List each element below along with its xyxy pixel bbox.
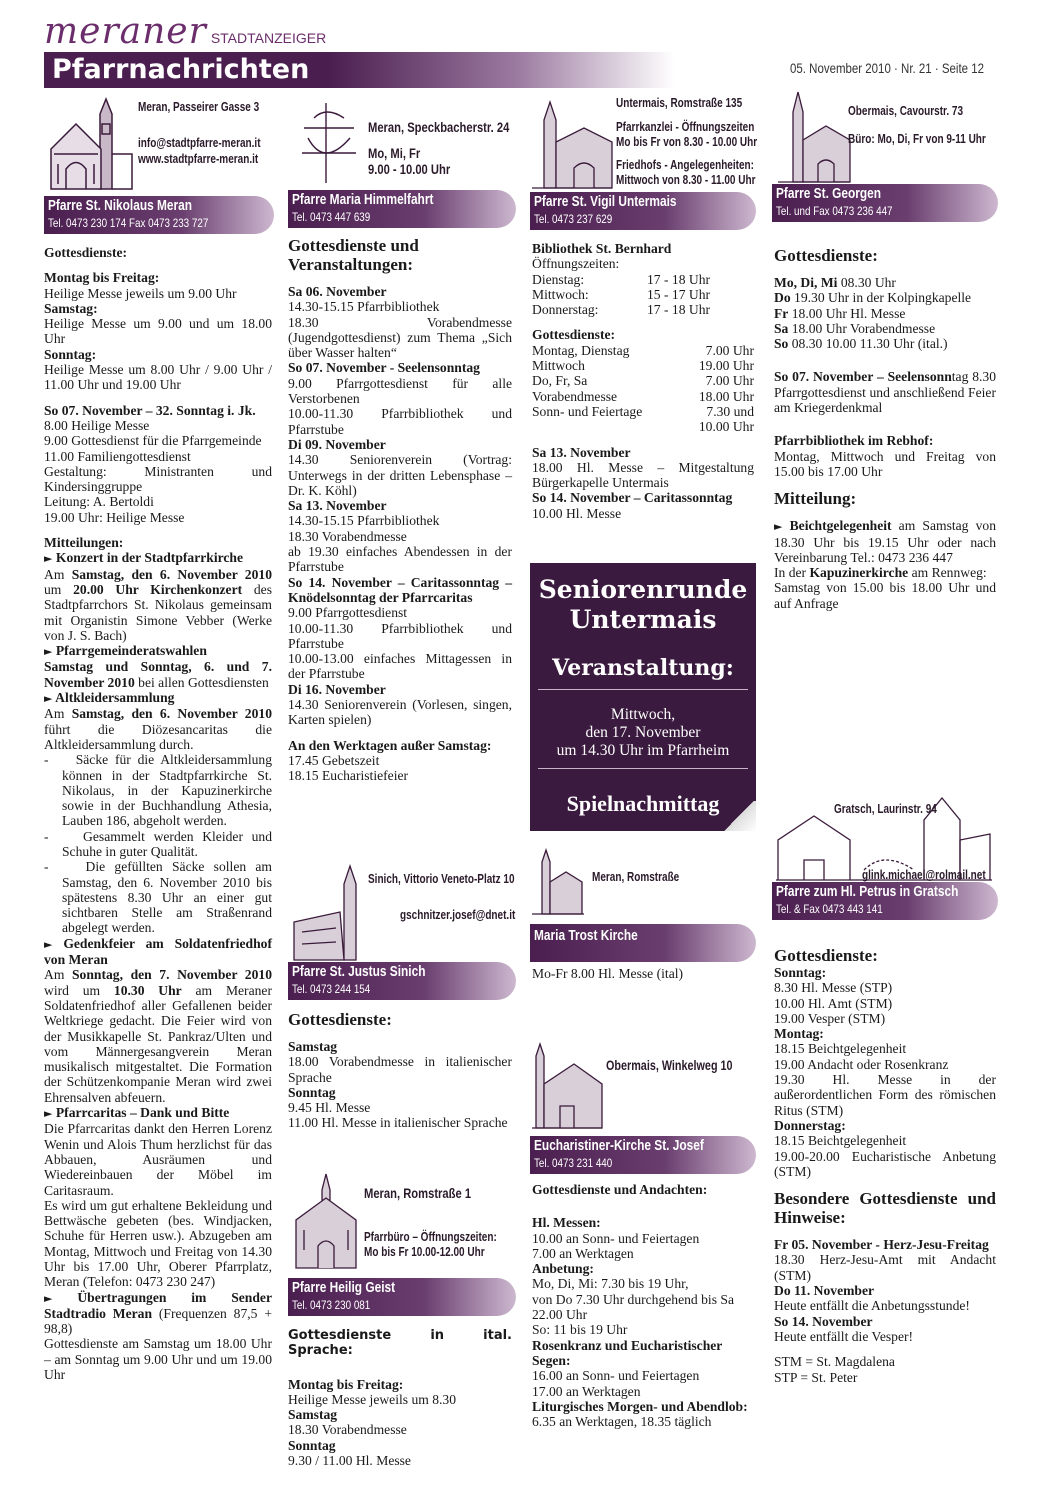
text: 19.00-20.00 Eucharistische Anbetung (STM) (774, 1148, 996, 1179)
list-item: - Die gefüllten Säcke sollen am Samstag, den 6. November 2010 bis spätestens 8.30 Uhr an einer gut sichtbaren Stelle am Straßenrand abgelegt werden. (44, 859, 273, 936)
day-heading: Sa 13. November (288, 498, 387, 514)
trost-text: Mo-Fr 8.00 Hl. Messe (ital) (532, 966, 684, 981)
table-row (532, 287, 754, 302)
text: 7.00 an Werktagen (532, 1245, 634, 1261)
ad-event: Spielnachmittag (566, 791, 720, 816)
table-row (532, 389, 754, 404)
masthead (44, 11, 327, 52)
trost-banner (530, 924, 756, 962)
text: 9.00 Gottesdienst für die Pfarrgemeinde (44, 433, 262, 449)
text: In der Kapuzinerkirche am Rennweg: (774, 565, 987, 581)
text: 18.15 Eucharistiefeier (288, 768, 409, 784)
himmelfahrt-address: Meran, Speckbacherstr. 24 (368, 119, 510, 135)
josef-address: Obermais, Winkelweg 10 (606, 1058, 733, 1073)
divider (538, 689, 748, 690)
church-georgen-icon (776, 90, 852, 184)
row-value: 17 - 18 Uhr (647, 271, 711, 287)
parish-josef (530, 1040, 756, 1175)
text: Am Samstag, den 6. November 2010 führt die Diözesancaritas die Altkleidersammlung durch. (44, 706, 272, 752)
geist-tel: Tel. 0473 230 081 (292, 1298, 371, 1312)
masthead-logo: meraner (44, 11, 207, 52)
day-heading: Liturgisches Morgen- und Abendlob: (532, 1398, 748, 1414)
himmelfahrt-days: Mo, Mi, Fr (368, 145, 421, 161)
geist-office2: Mo bis Fr 10.00-12.00 Uhr (364, 1245, 485, 1259)
church-justus-icon (290, 862, 364, 962)
geist-address: Meran, Romstraße 1 (364, 1185, 472, 1201)
heading: Gottesdienste und Veranstaltungen: (288, 236, 419, 274)
church-vigil-icon (530, 98, 614, 190)
text: 19.00 Vesper (STM) (774, 1010, 886, 1026)
row-value: 7.30 und (706, 403, 754, 419)
text: 10.00 Hl. Messe (532, 505, 622, 521)
vigil-cemetery2: Mittwoch von 8.30 - 11.00 Uhr (616, 173, 756, 187)
heading: Gottesdienste und Andachten: (532, 1182, 708, 1197)
text: 11.00 Familiengottesdienst (44, 448, 191, 464)
heading: Gottesdienste: (774, 946, 878, 965)
justus-email[interactable]: gschnitzer.josef@dnet.it (400, 908, 516, 922)
heading: Bibliothek St. Bernhard (532, 241, 672, 256)
vigil-address: Untermais, Romstraße 135 (616, 96, 743, 110)
text: Do 19.30 Uhr in der Kolpingkapelle (774, 290, 972, 306)
text: 9.00 Pfarrgottesdienst für alle Verstorbenen (288, 375, 512, 407)
text: 16.00 an Sonn- und Feiertagen (532, 1368, 700, 1384)
heading: Gottesdienste: (774, 246, 878, 265)
day-heading: Pfarrbibliothek im Rebhof: (774, 433, 934, 449)
georgen-tel: Tel. und Fax 0473 236 447 (776, 204, 893, 218)
parish-geist (288, 1170, 516, 1315)
nikolaus-email[interactable]: info@stadtpfarre-meran.it (138, 136, 261, 150)
text: 8.30 Hl. Messe (STP) (774, 980, 893, 996)
column-2 (288, 236, 512, 784)
text: 17.45 Gebetszeit (288, 752, 380, 768)
nikolaus-web[interactable]: www.stadtpfarre-meran.it (138, 152, 259, 166)
text: Leitung: A. Bertoldi (44, 494, 154, 510)
row-value: 10.00 Uhr (698, 419, 754, 435)
text: Fr 18.00 Uhr Hl. Messe (774, 305, 906, 321)
georgen-address: Obermais, Cavourstr. 73 (848, 104, 964, 118)
text: Mo, Di, Mi 08.30 Uhr (774, 275, 896, 290)
text: Montag, Mittwoch und Freitag von 15.00 bis 17.00 Uhr (774, 448, 996, 479)
text: Gestaltung: Ministranten und Kindersinggruppe (44, 463, 272, 495)
text: 9.45 Hl. Messe (288, 1100, 371, 1116)
justus-tel: Tel. 0473 244 154 (292, 982, 371, 996)
table-row (532, 272, 754, 287)
text: 6.35 an Werktagen, 18.35 täglich (532, 1414, 712, 1430)
text: 19.00 Andacht oder Rosenkranz (774, 1056, 949, 1072)
day-heading: Sonntag: (774, 965, 827, 980)
petrus-address: Gratsch, Laurinstr. 94 (834, 802, 937, 816)
library-hours-table (532, 272, 754, 318)
text: 14.30-15.15 Pfarrbibliothek (288, 299, 440, 315)
text: Samstag und Sonntag, 6. und 7. November 2010 bei allen Gottesdiensten (44, 659, 272, 690)
legend-stp: STP = St. Peter (774, 1369, 858, 1385)
row-label: Mittwoch: (532, 286, 589, 302)
text: Mo, Di, Mi: 7.30 bis 19 Uhr, (532, 1276, 689, 1292)
table-row (532, 419, 754, 434)
list-item: - Gesammelt werden Kleider und Schuhe in guter Qualität. (44, 828, 272, 859)
vigil-banner (530, 192, 756, 230)
text: 10.00 an Sonn- und Feiertagen (532, 1230, 700, 1246)
heading: Gottesdienste: (44, 245, 128, 260)
day-heading: Do 11. November (774, 1283, 875, 1299)
georgen-office: Büro: Mo, Di, Fr von 9-11 Uhr (848, 132, 986, 146)
text: 14.30-15.15 Pfarrbibliothek (288, 513, 440, 529)
text: 19.30 Hl. Messe in der außerordentlichen Form des römischen Ritus (STM) (774, 1072, 996, 1118)
josef-name: Eucharistiner-Kirche St. Josef (534, 1138, 704, 1154)
himmelfahrt-name: Pfarre Maria Himmelfahrt (292, 192, 434, 208)
day-heading: So 14. November (774, 1313, 873, 1329)
petrus-name: Pfarre zum Hl. Petrus in Gratsch (776, 884, 959, 900)
day-heading: Sonntag (288, 1437, 336, 1453)
text: 10.00-11.30 Pfarrbibliothek und Pfarrstube (288, 406, 512, 437)
text: Heute entfällt die Anbetungsstunde! (774, 1298, 970, 1314)
text: 18.15 Beichtgelegenheit (774, 1041, 907, 1057)
justus-address: Sinich, Vittorio Veneto-Platz 10 (368, 872, 515, 886)
day-heading: Samstag: (44, 300, 98, 316)
text: Öffnungszeiten: (532, 256, 620, 272)
row-value: 7.00 Uhr (705, 342, 754, 358)
item-heading: ► Übertragungen im Sender Stadtradio Meran (Frequenzen 87,5 + 98,8) (44, 1289, 272, 1337)
day-heading: So 14. November – Caritassonntag (532, 490, 733, 506)
parish-trost (530, 846, 756, 966)
text: 10.00-11.30 Pfarrbibliothek und Pfarrstube (288, 620, 512, 651)
church-josef-icon (530, 1040, 604, 1130)
row-value: 17 - 18 Uhr (647, 302, 711, 318)
nikolaus-address: Meran, Passeirer Gasse 3 (138, 100, 260, 114)
text: 18.30 Herz-Jesu-Amt mit Andacht (STM) (774, 1252, 996, 1283)
himmelfahrt-tel: Tel. 0473 447 639 (292, 210, 371, 224)
church-nikolaus-icon (46, 94, 136, 194)
trost-name: Maria Trost Kirche (534, 928, 638, 944)
josef-services (532, 1182, 754, 1429)
text: Die Pfarrcaritas dankt den Herren Lorenz Wenin und Alois Thum herzlichst für das Abbauen, Ausräumen und Wiedereinbauen der Möbel im Caritasraum. (44, 1121, 272, 1198)
item-heading: ► Pfarrgemeinderatswahlen (44, 643, 207, 659)
text: Heilige Messe um 9.00 und um 18.00 Uhr (44, 316, 272, 347)
text: Samstag von 15.00 bis 18.00 Uhr und auf Anfrage (774, 580, 996, 611)
text: 8.00 Heilige Messe (44, 417, 150, 433)
josef-banner (530, 1136, 756, 1174)
heading: Mitteilungen: (44, 535, 124, 551)
text: 18.00 Vorabendmesse in italienischer Sprache (288, 1054, 512, 1085)
vigil-cemetery1: Friedhofs - Angelegenheiten: (616, 158, 754, 172)
georgen-name: Pfarre St. Georgen (776, 186, 882, 202)
item-heading: ► Pfarrcaritas – Dank und Bitte (44, 1105, 230, 1121)
text: 19.00 Uhr: Heilige Messe (44, 509, 185, 525)
nikolaus-banner (44, 196, 274, 234)
trost-address: Meran, Romstraße (592, 870, 680, 884)
geist-name: Pfarre Heilig Geist (292, 1280, 396, 1296)
text: 17.00 an Werktagen (532, 1383, 641, 1399)
section-title-bar (44, 52, 674, 88)
day-heading: Sa 06. November (288, 284, 387, 299)
text: 14.30 Seniorenverein (Vorlesen, singen, Karten spielen) (288, 697, 512, 728)
services-table (532, 343, 754, 435)
text: 10.00-13.00 einfaches Mittagessen in der Pfarrstube (288, 651, 512, 682)
row-label: Mittwoch (532, 358, 585, 374)
text: So 08.30 10.00 11.30 Uhr (ital.) (774, 336, 948, 352)
heading: Gottesdienste: (532, 327, 616, 343)
row-label: Donnerstag: (532, 302, 599, 318)
petrus-banner (772, 882, 998, 920)
geist-services (288, 1328, 512, 1468)
day-heading: Di 16. November (288, 681, 386, 697)
parish-vigil (530, 92, 756, 232)
heading: Gottesdienste in ital. Sprache: (288, 1328, 512, 1359)
day-heading: Montag: (774, 1026, 824, 1042)
parish-justus (288, 862, 516, 997)
text: 18.30 Vorabendmesse (288, 1422, 407, 1438)
table-row (532, 358, 754, 373)
petrus-tel: Tel. & Fax 0473 443 141 (776, 902, 883, 916)
parish-petrus (772, 790, 998, 925)
text: von Do 7.30 Uhr durchgehend bis Sa 22.00 Uhr (532, 1291, 734, 1323)
geist-banner (288, 1278, 516, 1316)
vigil-office2: Mo bis Fr von 8.30 - 10.00 Uhr (616, 135, 758, 149)
himmelfahrt-banner (288, 190, 516, 228)
justus-name: Pfarre St. Justus Sinich (292, 964, 426, 980)
text: 10.00 Hl. Amt (STM) (774, 995, 893, 1011)
table-row (532, 404, 754, 419)
justus-services (288, 1010, 512, 1131)
text: 18.15 Beichtgelegenheit (774, 1133, 907, 1149)
day-heading: Rosenkranz und Eucharistischer Segen: (532, 1337, 723, 1368)
row-value: 19.00 Uhr (698, 358, 754, 374)
day-heading: Hl. Messen: (532, 1215, 601, 1231)
text: Heilige Messe um 8.00 Uhr / 9.00 Uhr / 11.00 Uhr und 19.00 Uhr (44, 362, 272, 393)
parish-himmelfahrt (288, 92, 516, 232)
row-label: Vorabendmesse (532, 388, 618, 404)
row-value: 7.00 Uhr (705, 373, 754, 389)
text: ► Beichtgelegenheit am Samstag von 18.30 Uhr bis 19.15 Uhr oder nach Vereinbarung Tel.: 0473 236 447 (774, 518, 996, 565)
justus-banner (288, 962, 516, 1000)
heading: Besondere Gottesdienste und Hinweise: (774, 1189, 996, 1228)
ad-date: Mittwoch, den 17. November um 14.30 Uhr im Pfarrheim (556, 706, 730, 759)
heading: Mitteilung: (774, 489, 857, 509)
row-value: 18.00 Uhr (698, 388, 754, 404)
ad-subtitle: Veranstaltung: (552, 655, 734, 681)
day-heading: So 07. November - Seelensonntag (288, 360, 480, 376)
text: ab 19.30 einfaches Abendessen in der Pfarrstube (288, 544, 512, 575)
text: 18.30 Vorabendmesse (Jugendgottesdienst) zum Thema „Sich über Wasser halten“ (288, 314, 512, 361)
petrus-email[interactable]: glink.michael@rolmail.net (862, 868, 986, 882)
item-heading: ► Altkleidersammlung (44, 690, 175, 706)
text: So 07. November – Seelensonntag 8.30 Pfarrgottesdienst und anschließend Feier am Kriegerdenkmal (774, 369, 996, 416)
vigil-office1: Pfarrkanzlei - Öffnungszeiten (616, 120, 755, 134)
item-heading: ► Konzert in der Stadtpfarrkirche (44, 550, 244, 566)
nikolaus-tel: Tel. 0473 230 174 Fax 0473 233 727 (48, 216, 209, 230)
vigil-tel: Tel. 0473 237 629 (534, 212, 613, 226)
section-title: Pfarrnachrichten (52, 54, 310, 85)
parish-nikolaus (44, 92, 274, 232)
himmelfahrt-hours: 9.00 - 10.00 Uhr (368, 161, 451, 177)
day-heading: So 14. November – Caritassonntag – Knödelsonntag der Pfarrcaritas (288, 574, 512, 605)
text: 18.30 Vorabendmesse (288, 528, 407, 544)
day-heading: Sa 13. November (532, 444, 631, 460)
seniorenrunde-ad (530, 563, 756, 831)
column-1 (44, 245, 272, 1382)
page-info: 05. November 2010 · Nr. 21 · Seite 12 (790, 60, 984, 76)
petrus-services (774, 946, 996, 1385)
day-heading: Donnerstag: (774, 1117, 846, 1133)
text: Am Samstag, den 6. November 2010 um 20.00 Uhr Kirchenkonzert des Stadtpfarrchors St. Nikolaus gemeinsam mit Organistin Simone Vebber (Werke von J. S. Bach) (44, 566, 272, 643)
list-item: - Säcke für die Altkleidersammlung können in der Stadtpfarrkirche St. Nikolaus, in der Kapuzinerkirche sowie in der Buchhandlung Athesia, Lauben 186, abgeholt werden. (44, 752, 272, 829)
column-3 (532, 241, 754, 521)
heading: Gottesdienste: (288, 1010, 392, 1029)
text: Heilige Messe jeweils um 9.00 Uhr (44, 285, 237, 301)
day-heading: Anbetung: (532, 1261, 594, 1277)
day-heading: Fr 05. November - Herz-Jesu-Freitag (774, 1237, 989, 1253)
text: Gottesdienste am Samstag um 18.00 Uhr – am Sonntag um 9.00 Uhr und um 19.00 Uhr (44, 1336, 272, 1383)
ad-title: Seniorenrunde Untermais (538, 575, 748, 634)
table-row (532, 343, 754, 358)
day-heading: Sonntag: (44, 346, 97, 362)
text: Heute entfällt die Vesper! (774, 1328, 914, 1344)
text: Sa 18.00 Uhr Vorabendmesse (774, 320, 936, 336)
text: 9.00 Pfarrgottesdienst (288, 605, 408, 621)
text: Es wird um gut erhaltene Bekleidung und Bettwäsche gebeten (bes. Windjacken, Schuhe für Herren usw.). Abzugeben am Montag, Mittwoch und Freitag von 14.30 Uhr bis 17.00 Uhr, Oberer Pfarrplatz, Meran (Telefon: 0473 230 247) (44, 1197, 272, 1290)
row-value: 15 - 17 Uhr (647, 286, 711, 302)
text: Heilige Messe jeweils um 8.30 (288, 1391, 457, 1407)
day-heading: An den Werktagen außer Samstag: (288, 737, 492, 753)
table-row (532, 302, 754, 317)
day-heading: Montag bis Freitag: (288, 1376, 404, 1392)
josef-tel: Tel. 0473 231 440 (534, 1156, 613, 1170)
divider (538, 768, 748, 769)
item-heading: ► Gedenkfeier am Soldatenfriedhof von Meran (44, 935, 273, 968)
page-curl (722, 801, 756, 831)
day-heading: Samstag (288, 1407, 338, 1423)
text: Am Sonntag, den 7. November 2010 wird um 10.30 Uhr am Meraner Soldatenfriedhof aller Gefallenen beider Weltkriege gedacht. Die Feier wird von der Musikkapelle St. Pankraz/Ulten und vom Männergesangverein Meran musikalisch mitgestaltet. Die Formation der Schützenkompanie Meran wird zwei Ehrensalven abfeuern. (44, 967, 272, 1105)
legend-stm: STM = St. Magdalena (774, 1354, 895, 1370)
row-label: Montag, Dienstag (532, 342, 630, 358)
text: 9.30 / 11.00 Hl. Messe (288, 1453, 411, 1469)
parish-georgen (772, 88, 998, 228)
day-heading: Montag bis Freitag: (44, 270, 160, 286)
column-4 (774, 246, 996, 611)
cross-logo-icon (294, 98, 364, 188)
row-label: Dienstag: (532, 271, 585, 287)
church-trost-icon (530, 846, 586, 916)
georgen-banner (772, 184, 998, 222)
text: 18.00 Hl. Messe – Mitgestaltung Bürgerkapelle Untermais (532, 459, 754, 491)
table-row (532, 373, 754, 388)
day-heading: Samstag (288, 1039, 338, 1054)
geist-office1: Pfarrbüro – Öffnungszeiten: (364, 1230, 497, 1244)
text: 14.30 Seniorenverein (Vortrag: Unterwegs in der dritten Lebensphase – Dr. K. Köhl) (288, 452, 512, 498)
text: 11.00 Hl. Messe in italienischer Sprache (288, 1115, 508, 1131)
day-heading: Di 09. November (288, 436, 386, 452)
masthead-sub: STADTANZEIGER (210, 30, 327, 46)
text: So: 11 bis 19 Uhr (532, 1322, 628, 1338)
day-heading: Sonntag (288, 1084, 336, 1100)
row-label: Sonn- und Feiertage (532, 403, 643, 419)
vigil-name: Pfarre St. Vigil Untermais (534, 194, 677, 210)
day-heading: So 07. November – 32. Sonntag i. Jk. (44, 402, 256, 418)
nikolaus-name: Pfarre St. Nikolaus Meran (48, 198, 193, 214)
row-label: Do, Fr, Sa (532, 373, 588, 389)
church-geist-icon (290, 1170, 364, 1270)
